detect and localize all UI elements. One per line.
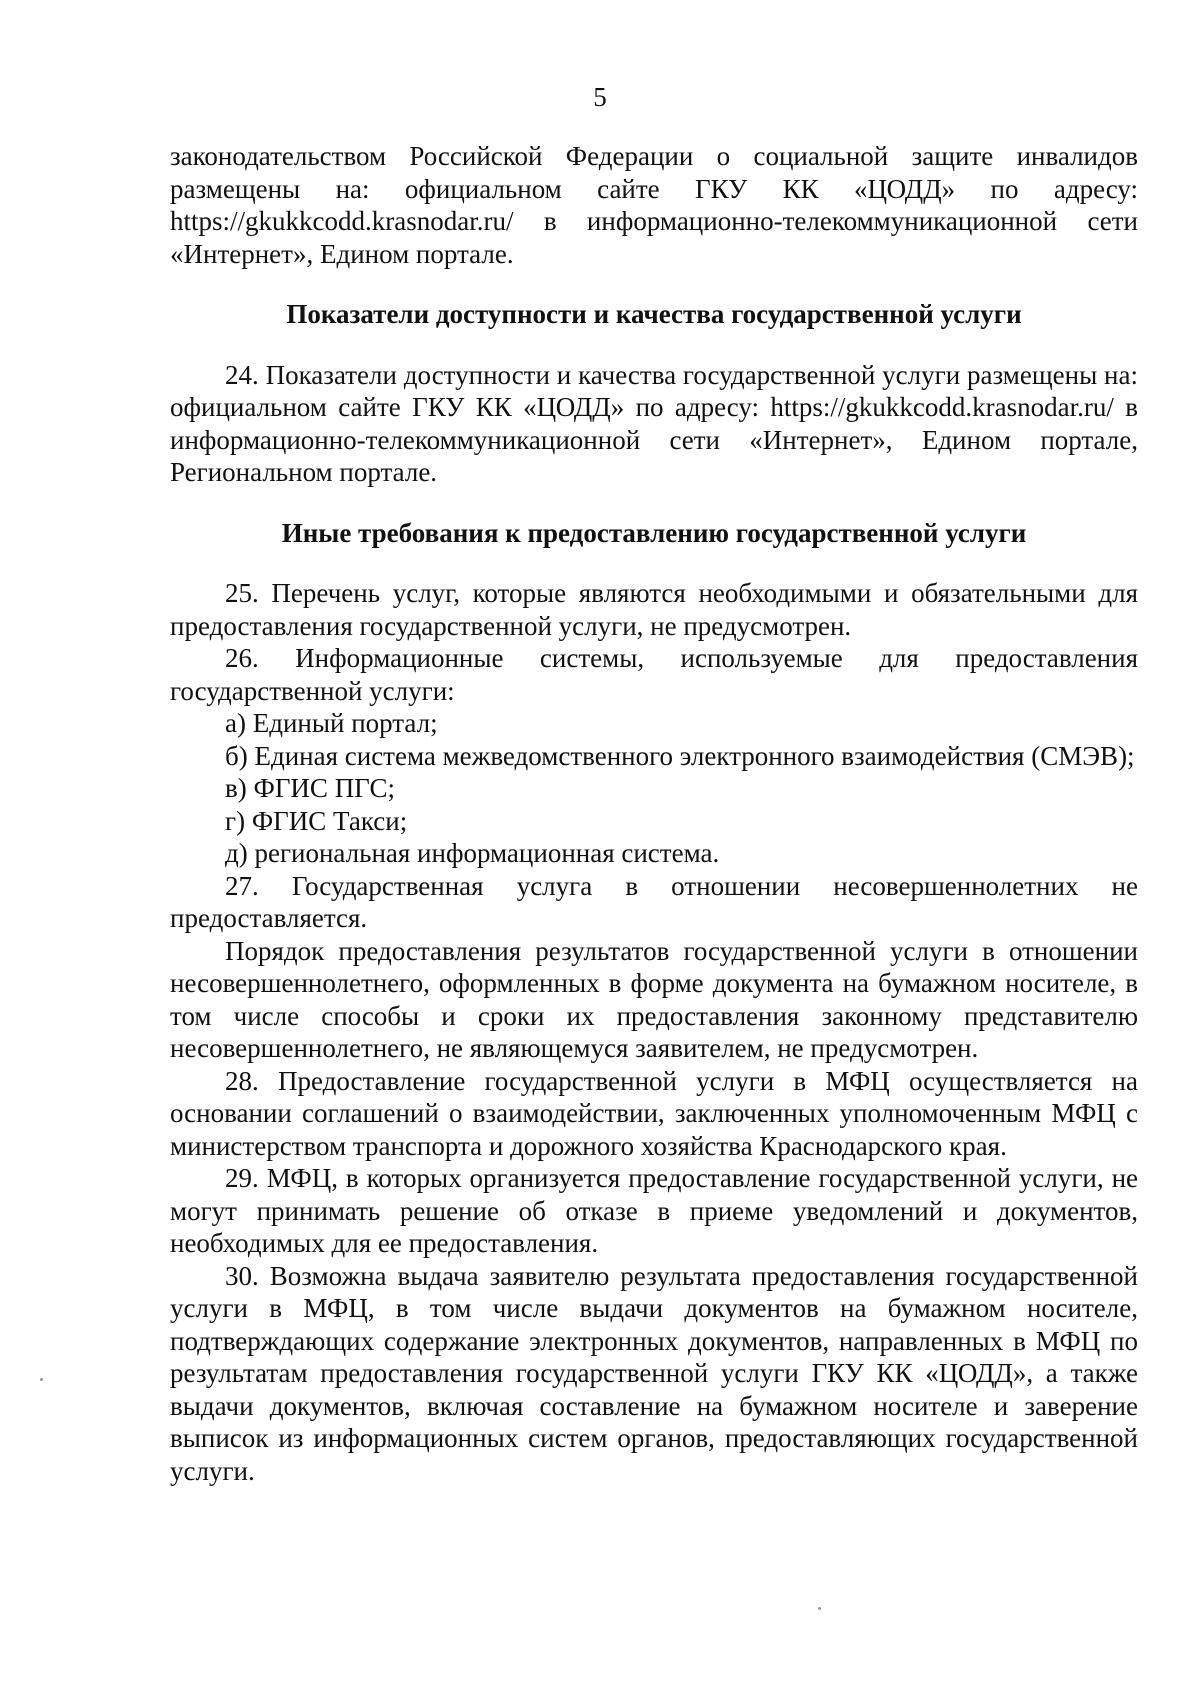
paragraph-intro: законодательством Российской Федерации о социальной защите инвалидов размещены на: официальном сайте ГКУ КК «ЦОДД» по адресу: https://gkukkcodd.krasnodar.ru/ в информационно-телекоммуникационной сети «Интернет», Едином портале. (170, 141, 1138, 269)
scan-speck (818, 1607, 821, 1610)
paragraph-25: 25. Перечень услуг, которые являются необходимыми и обязательными для предоставления государственной услуги, не предусмотрен. (170, 578, 1138, 641)
list-item-26g: г) ФГИС Такси; (225, 805, 408, 836)
list-item-26v: в) ФГИС ПГС; (225, 773, 395, 803)
heading-other-requirements: Иные требования к предоставлению государственной услуги (281, 517, 1027, 548)
heading-indicators: Показатели доступности и качества государственной услуги (286, 299, 1022, 329)
list-item-26d: д) региональная информационная система. (225, 838, 720, 868)
paragraph-24: 24. Показатели доступности и качества государственной услуги размещены на: официальном сайте ГКУ КК «ЦОДД» по адресу: https://gkukkcodd.krasnodar.ru/ в информационно-телекоммуникационной сети «Интернет», Едином портале, Региональном портале. (170, 359, 1138, 487)
paragraph-26: 26. Информационные системы, используемые для предоставления государственной услуги: (170, 643, 1138, 706)
paragraph-27-order: Порядок предоставления результатов государственной услуги в отношении несовершеннолетнего, оформленных в форме документа на бумажном носителе, в том числе способы и сроки их предоставления законному представителю несовершеннолетнего, не являющемуся заявителем, не предусмотрен. (170, 935, 1138, 1063)
scan-speck (40, 1378, 43, 1381)
paragraph-27: 27. Государственная услуга в отношении несовершеннолетних не предоставляется. (170, 870, 1138, 933)
document-body (170, 140, 1138, 1487)
list-item-26b: б) Единая система межведомственного электронного взаимодействия (СМЭВ); (225, 740, 1135, 771)
paragraph-30: 30. Возможна выдача заявителю результата предоставления государственной услуги в МФЦ, в том числе выдачи документов на бумажном носителе, подтверждающих содержание электронных документов, направленных в МФЦ по результатам предоставления государственной услуги ГКУ КК «ЦОДД», а также выдачи документов, включая составление на бумажном носителе и заверение выписок из информационных систем органов, предоставляющих государственной услуги. (170, 1260, 1138, 1486)
page-number: 5 (593, 82, 607, 112)
paragraph-28: 28. Предоставление государственной услуги в МФЦ осуществляется на основании соглашений о взаимодействии, заключенных уполномоченным МФЦ с министерством транспорта и дорожного хозяйства Краснодарского края. (170, 1065, 1138, 1161)
list-item-26a: а) Единый портал; (225, 708, 438, 738)
paragraph-29: 29. МФЦ, в которых организуется предоставление государственной услуги, не могут принимать решение об отказе в приеме уведомлений и документов, необходимых для ее предоставления. (170, 1163, 1138, 1258)
